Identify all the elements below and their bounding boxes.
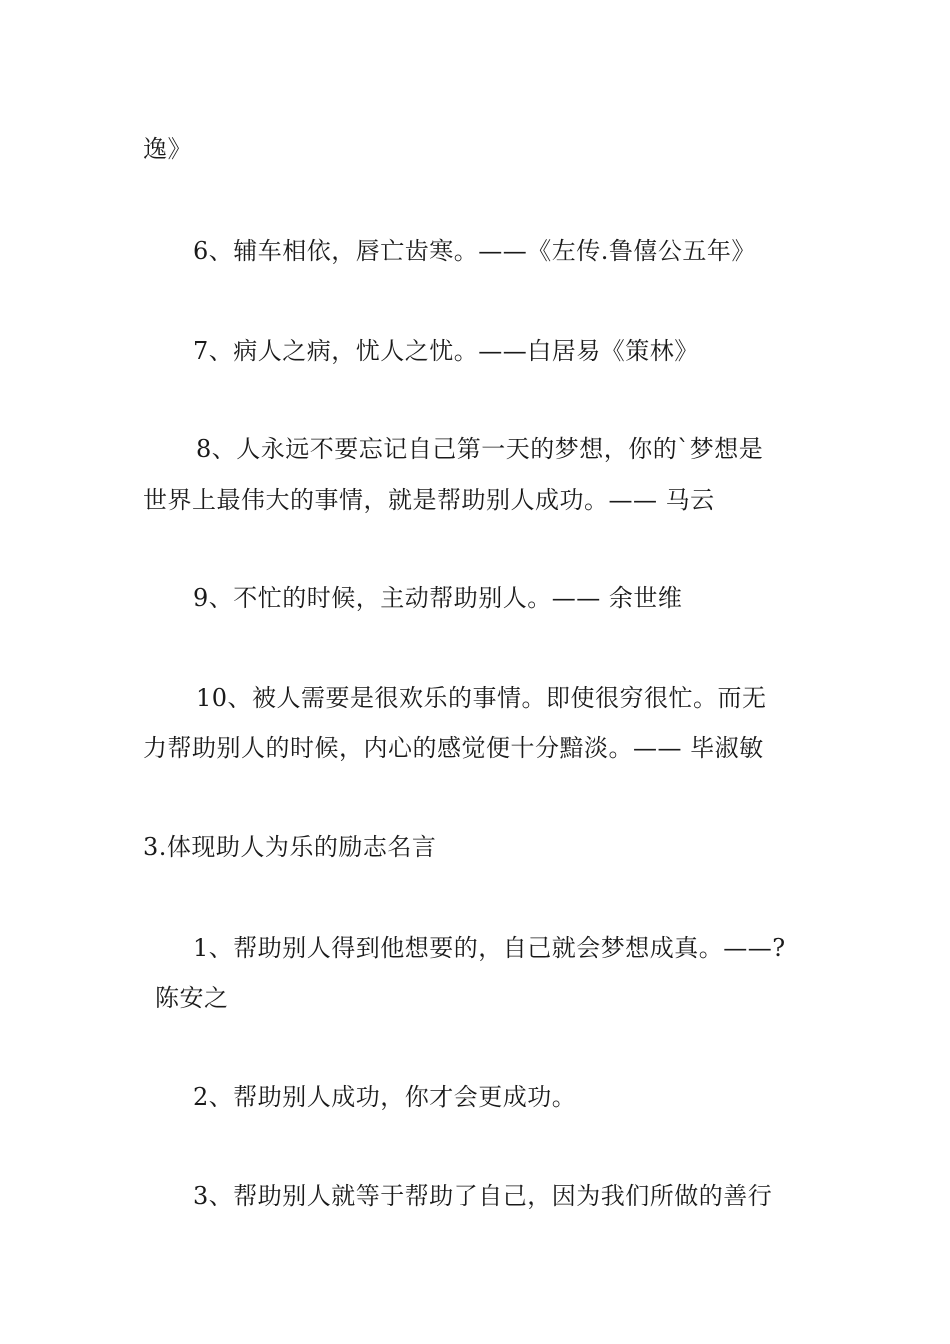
quote-item-8-line-2: 世界上最伟大的事情，就是帮助别人成功。—— 马云 (143, 486, 715, 514)
quote-item-8-line-1: 8、人永远不要忘记自己第一天的梦想，你的`梦想是 (196, 435, 764, 463)
quote-item-10-line-1: 10、被人需要是很欢乐的事情。即使很穷很忙。而无 (196, 684, 767, 712)
quote-item-10-line-2: 力帮助别人的时候，内心的感觉便十分黯淡。—— 毕淑敏 (143, 734, 764, 762)
quote-item-7: 7、病人之病，忧人之忧。——白居易《策林》 (193, 337, 699, 365)
quote-item-9: 9、不忙的时候，主动帮助别人。—— 余世维 (193, 584, 683, 612)
section3-item-1-line-2: 陈安之 (155, 984, 229, 1012)
section3-item-3: 3、帮助别人就等于帮助了自己，因为我们所做的善行 (193, 1182, 773, 1210)
section3-item-2: 2、帮助别人成功，你才会更成功。 (193, 1083, 577, 1111)
quote-item-6: 6、辅车相依，唇亡齿寒。——《左传.鲁僖公五年》 (193, 237, 756, 265)
section3-item-1-line-1: 1、帮助别人得到他想要的，自己就会梦想成真。——? (193, 934, 786, 962)
quote-tail-line: 逸》 (143, 135, 192, 163)
section-heading: 3.体现助人为乐的励志名言 (143, 833, 437, 861)
